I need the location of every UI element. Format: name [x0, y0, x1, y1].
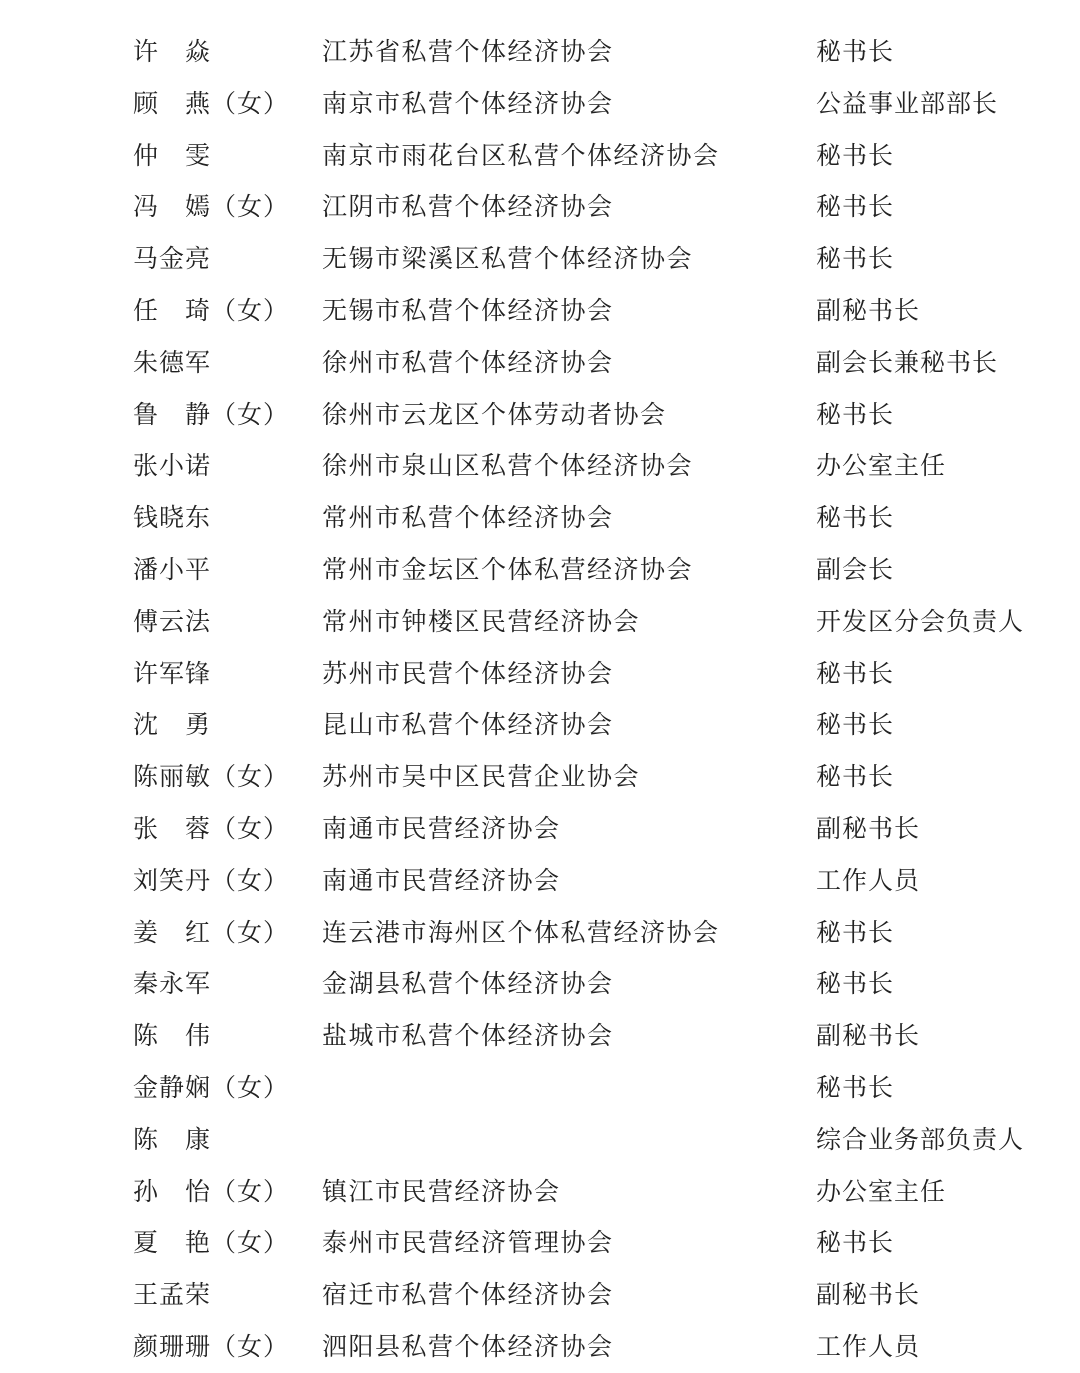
member-organization: 江苏省私营个体经济协会	[322, 37, 614, 66]
list-item	[0, 596, 1080, 648]
list-item	[0, 1269, 1080, 1321]
member-organization: 徐州市泉山区私营个体经济协会	[322, 451, 694, 481]
list-item	[0, 1010, 1080, 1062]
member-position: 综合业务部负责人	[816, 1124, 1025, 1154]
member-organization: 江阴市私营个体经济协会	[322, 192, 614, 222]
member-position: 秘书长	[816, 140, 895, 170]
list-item	[0, 1062, 1080, 1114]
list-item	[0, 1166, 1080, 1218]
member-name: 仲 雯	[133, 140, 212, 170]
member-name: 孙 怡（女）	[133, 1176, 290, 1206]
member-position: 副秘书长	[816, 813, 921, 843]
member-position: 副会长	[816, 554, 895, 584]
member-name: 许 焱	[133, 37, 212, 66]
member-position: 副会长兼秘书长	[816, 347, 999, 377]
member-organization: 常州市私营个体经济协会	[322, 503, 614, 533]
member-name: 潘小平	[133, 554, 212, 584]
member-name: 鲁 静（女）	[133, 399, 290, 429]
list-item	[0, 699, 1080, 751]
member-name: 金静娴（女）	[133, 1072, 290, 1102]
list-item	[0, 389, 1080, 441]
list-item	[0, 544, 1080, 596]
member-organization: 南通市民营经济协会	[322, 865, 561, 895]
member-position: 办公室主任	[816, 1176, 947, 1206]
member-position: 工作人员	[816, 865, 921, 895]
member-list	[0, 26, 1080, 1373]
member-name: 冯 嫣（女）	[133, 192, 290, 222]
list-item	[0, 855, 1080, 907]
list-item	[0, 958, 1080, 1010]
member-name: 颜珊珊（女）	[133, 1331, 290, 1361]
member-position: 秘书长	[816, 37, 895, 66]
member-position: 副秘书长	[816, 1021, 921, 1051]
member-organization: 苏州市民营个体经济协会	[322, 658, 614, 688]
member-name: 傅云法	[133, 606, 212, 636]
list-item	[0, 181, 1080, 233]
member-position: 秘书长	[816, 969, 895, 999]
member-position: 副秘书长	[816, 295, 921, 325]
list-item	[0, 285, 1080, 337]
member-name: 马金亮	[133, 244, 212, 274]
member-position: 秘书长	[816, 192, 895, 222]
member-position: 秘书长	[816, 917, 895, 947]
member-name: 顾 燕（女）	[133, 88, 290, 118]
member-name: 张小诺	[133, 451, 212, 481]
member-name: 陈 伟	[133, 1021, 212, 1051]
member-organization: 南通市民营经济协会	[322, 813, 561, 843]
member-organization: 昆山市私营个体经济协会	[322, 710, 614, 740]
member-position: 秘书长	[816, 244, 895, 274]
list-item	[0, 130, 1080, 182]
member-name: 朱德军	[133, 347, 212, 377]
member-organization: 连云港市海州区个体私营经济协会	[322, 917, 720, 947]
member-position: 开发区分会负责人	[816, 606, 1025, 636]
member-position: 秘书长	[816, 710, 895, 740]
member-name: 陈丽敏（女）	[133, 762, 290, 792]
member-name: 刘笑丹（女）	[133, 865, 290, 895]
member-organization: 苏州市吴中区民营企业协会	[322, 762, 641, 792]
list-item	[0, 751, 1080, 803]
member-organization: 金湖县私营个体经济协会	[322, 969, 614, 999]
member-organization: 南京市私营个体经济协会	[322, 88, 614, 118]
member-name: 陈 康	[133, 1124, 212, 1154]
list-item	[0, 1114, 1080, 1166]
member-organization: 无锡市梁溪区私营个体经济协会	[322, 244, 694, 274]
member-name: 钱晓东	[133, 503, 212, 533]
member-organization: 南京市雨花台区私营个体经济协会	[322, 140, 720, 170]
member-organization: 泰州市民营经济管理协会	[322, 1228, 614, 1258]
member-organization: 宿迁市私营个体经济协会	[322, 1280, 614, 1310]
list-item	[0, 26, 1080, 78]
member-name: 沈 勇	[133, 710, 212, 740]
list-item	[0, 337, 1080, 389]
member-position: 秘书长	[816, 503, 895, 533]
member-name: 张 蓉（女）	[133, 813, 290, 843]
list-item	[0, 78, 1080, 130]
member-position: 秘书长	[816, 658, 895, 688]
member-position: 公益事业部部长	[816, 88, 999, 118]
list-item	[0, 1321, 1080, 1373]
member-name: 姜 红（女）	[133, 917, 290, 947]
list-item	[0, 233, 1080, 285]
member-organization: 徐州市私营个体经济协会	[322, 347, 614, 377]
list-item	[0, 907, 1080, 959]
member-organization: 常州市金坛区个体私营经济协会	[322, 554, 694, 584]
member-organization: 常州市钟楼区民营经济协会	[322, 606, 641, 636]
member-organization: 无锡市私营个体经济协会	[322, 295, 614, 325]
member-organization: 镇江市民营经济协会	[322, 1176, 561, 1206]
member-position: 秘书长	[816, 1072, 895, 1102]
member-organization: 泗阳县私营个体经济协会	[322, 1331, 614, 1361]
member-name: 王孟荣	[133, 1280, 212, 1310]
member-position: 秘书长	[816, 1228, 895, 1258]
list-item	[0, 803, 1080, 855]
member-name: 任 琦（女）	[133, 295, 290, 325]
member-name: 许军锋	[133, 658, 212, 688]
member-position: 秘书长	[816, 762, 895, 792]
member-position: 工作人员	[816, 1331, 921, 1361]
member-organization: 盐城市私营个体经济协会	[322, 1021, 614, 1051]
list-item	[0, 440, 1080, 492]
member-position: 副秘书长	[816, 1280, 921, 1310]
list-item	[0, 1217, 1080, 1269]
member-name: 夏 艳（女）	[133, 1228, 290, 1258]
member-organization: 徐州市云龙区个体劳动者协会	[322, 399, 667, 429]
member-name: 秦永军	[133, 969, 212, 999]
member-position: 办公室主任	[816, 451, 947, 481]
list-item	[0, 648, 1080, 700]
member-position: 秘书长	[816, 399, 895, 429]
list-item	[0, 492, 1080, 544]
